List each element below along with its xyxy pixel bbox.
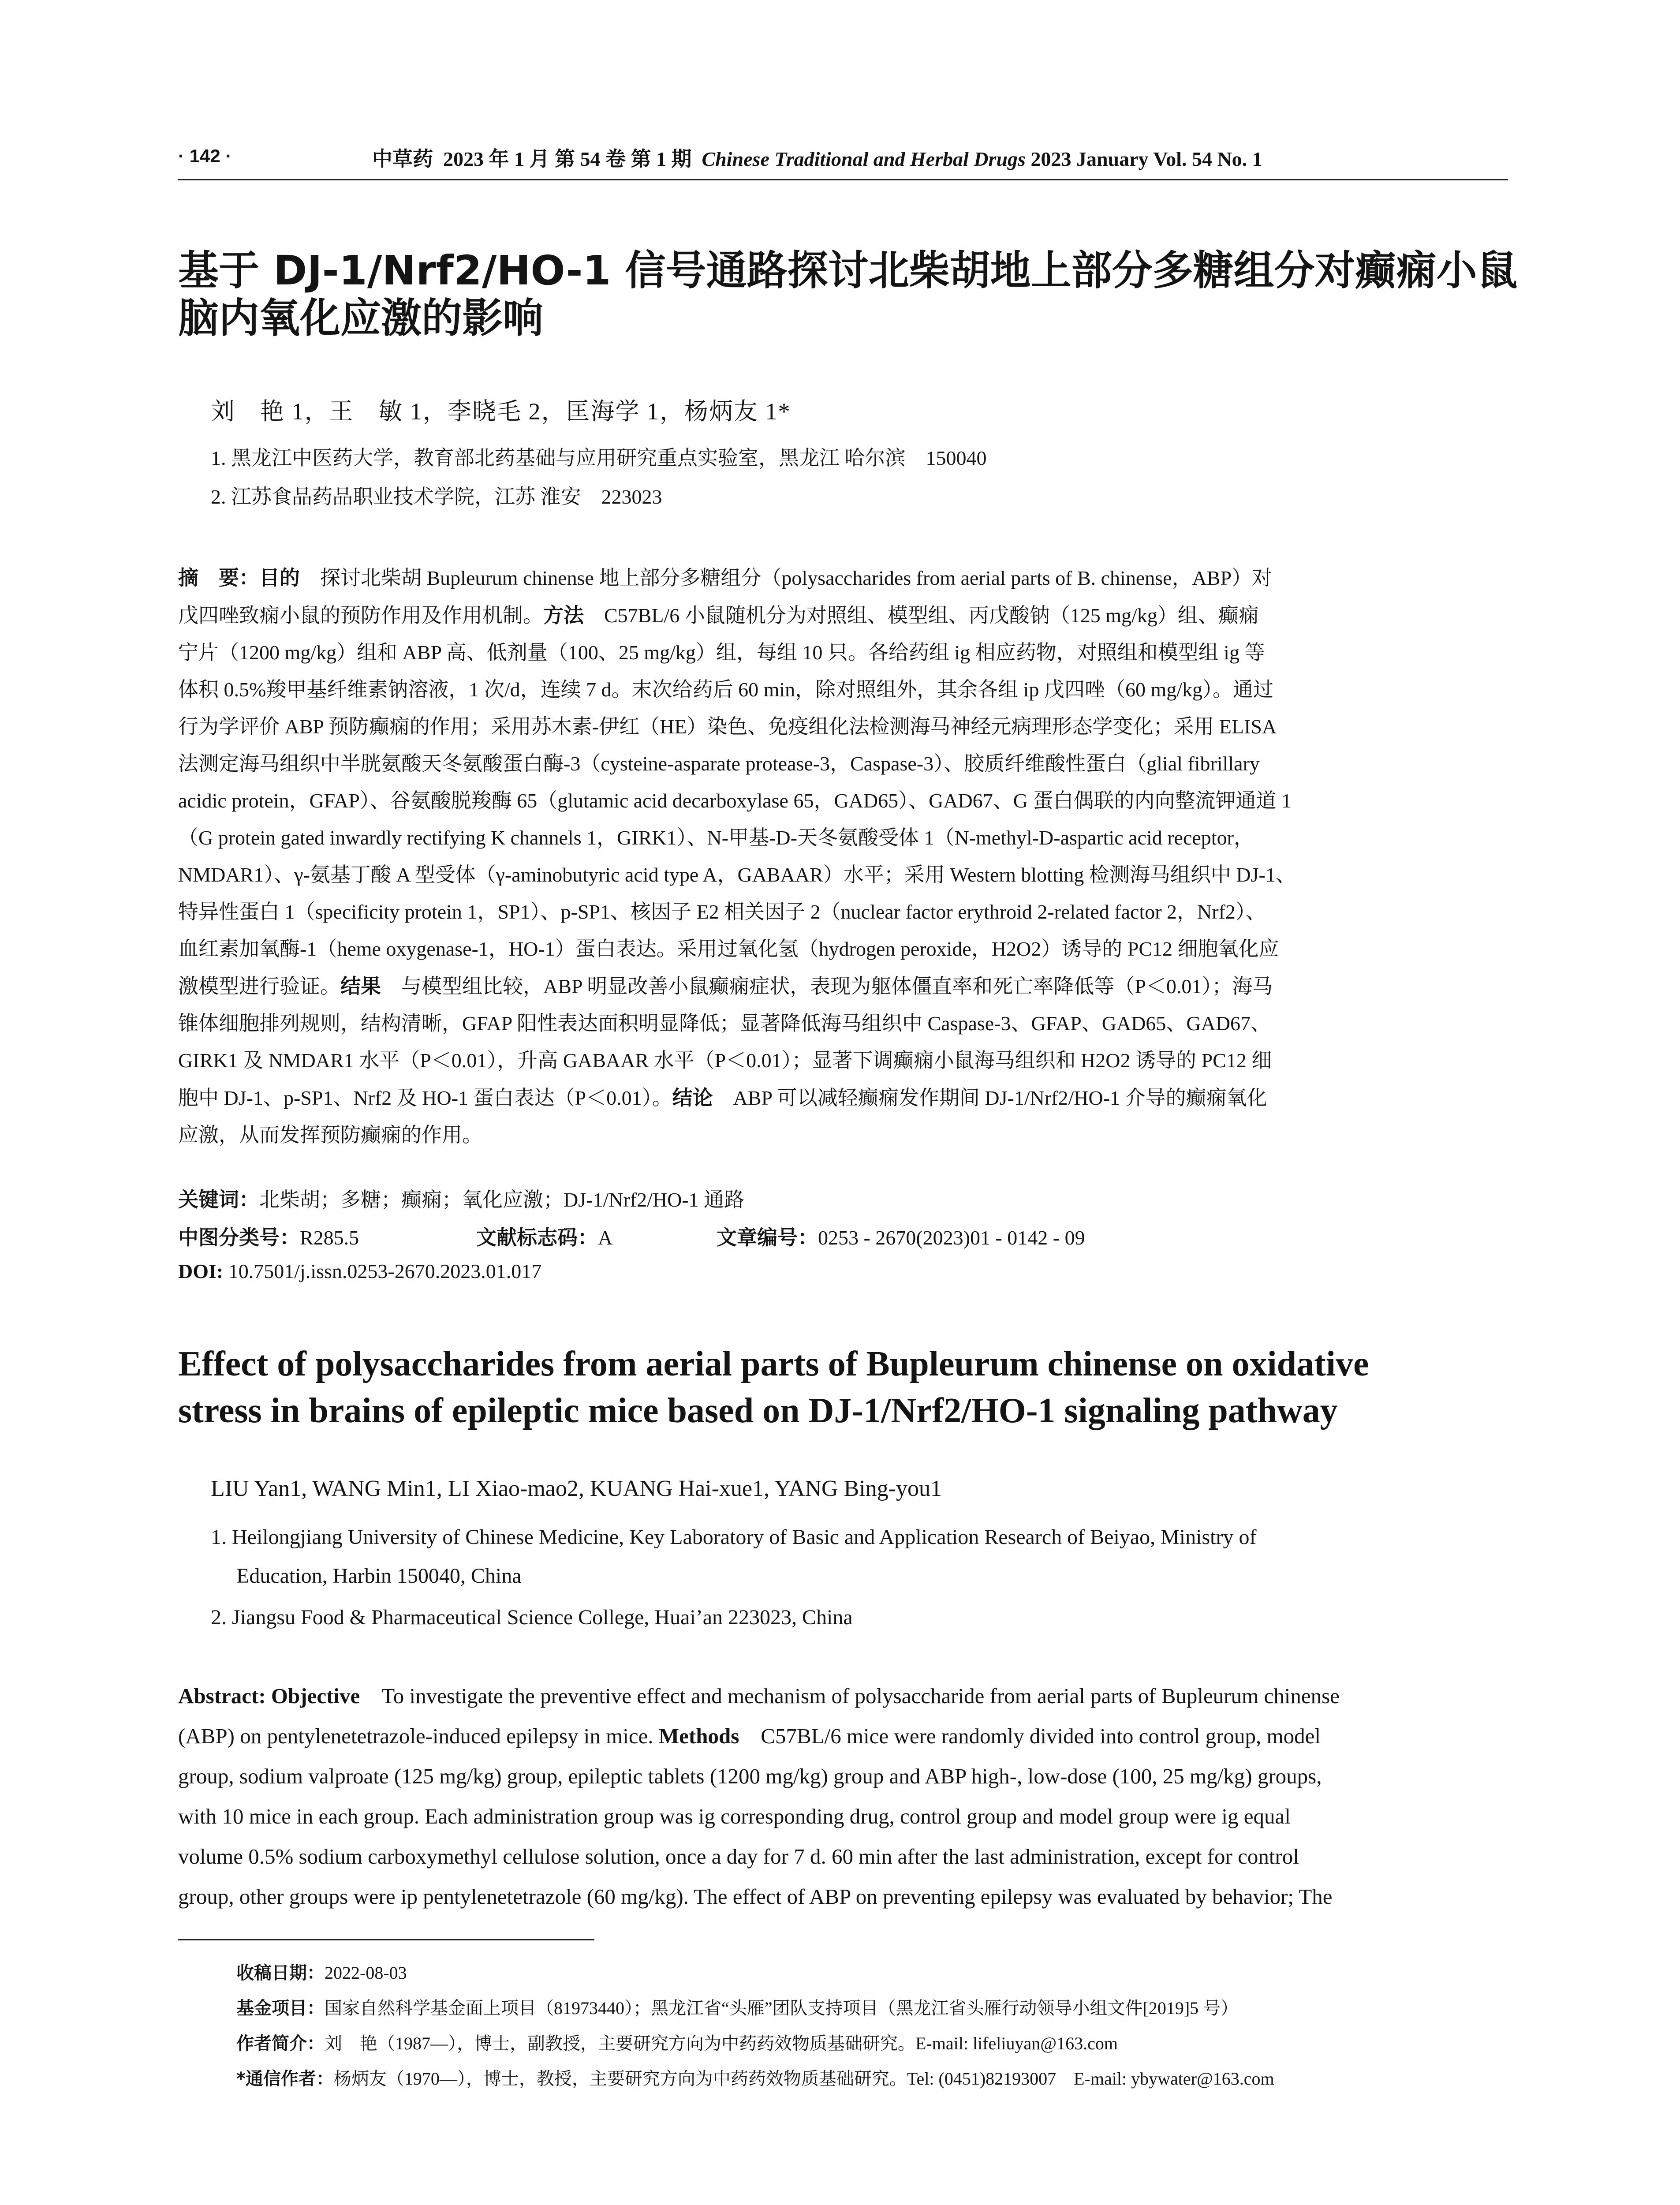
en-affiliation-1: 1. Heilongjiang University of Chinese Medicine, Key Laboratory of Basic and Application Research of Beiyao, Ministry of (211, 1525, 1257, 1549)
running-header (178, 140, 1508, 180)
cn-abstract-line: 锥体细胞排列规则，结构清晰，GFAP 阳性表达面积明显降低；显著降低海马组织中 Caspase-3、GFAP、GAD65、GAD67、 (178, 1012, 1271, 1035)
cn-title (178, 247, 1519, 342)
fund-label: 基金项目： (236, 1998, 325, 2018)
abstract-objective-label-en: Abstract: Objective (178, 1684, 360, 1708)
keywords-value: 北柴胡；多糖；癫痫；氧化应激；DJ-1/Nrf2/HO-1 通路 (259, 1188, 745, 1211)
cn-keywords (178, 1184, 744, 1213)
journal-name-cn: 中草药 (372, 148, 433, 170)
doi-label: DOI: (178, 1260, 224, 1282)
received-value: 2022-08-03 (325, 1963, 407, 1983)
abstract-text: 与模型组比较，ABP 明显改善小鼠癫痫症状，表现为躯体僵直率和死亡率降低等（P＜0.01）；海马 (381, 975, 1273, 998)
en-title (178, 1341, 1519, 1434)
cn-abstract-line: 血红素加氧酶-1（heme oxygenase-1，HO-1）蛋白表达。采用过氧化氢（hydrogen peroxide，H2O2）诱导的 PC12 细胞氧化应 (178, 938, 1279, 960)
clc-label: 中图分类号： (178, 1226, 300, 1249)
abstract-text: 激模型进行验证。 (178, 975, 340, 998)
footnote-rule (178, 1939, 594, 1940)
author-value: 刘 艳（1987—），博士，副教授，主要研究方向为中药药效物质基础研究。E-mail: lifeliuyan@163.com (325, 2033, 1118, 2053)
cn-abstract-line: acidic protein，GFAP）、谷氨酸脱羧酶 65（glutamic acid decarboxylase 65，GAD65）、GAD67、G 蛋白偶联的内向整流钾通道 1 (178, 789, 1292, 812)
footnote-fund (236, 1994, 1238, 2019)
cn-affiliation-1: 1. 黑龙江中医药大学，教育部北药基础与应用研究重点实验室，黑龙江 哈尔滨 150040 (211, 447, 987, 469)
clc-value: R285.5 (300, 1226, 359, 1249)
methods-label-en: Methods (658, 1724, 739, 1748)
doc-code-value: A (598, 1226, 613, 1249)
cn-doc-code (476, 1222, 612, 1251)
cn-abstract-line: 应激，从而发挥预防癫痫的作用。 (178, 1124, 482, 1146)
results-label-cn: 结果 (340, 974, 381, 998)
doc-code-label: 文献标志码： (476, 1226, 598, 1249)
cn-abstract-line: 特异性蛋白 1（specificity protein 1，SP1）、p-SP1、核因子 E2 相关因子 2（nuclear factor erythroid 2-related factor 2，Nrf2）、 (178, 901, 1266, 923)
cn-authors: 刘 艳 1，王 敏 1，李晓毛 2，匡海学 1，杨炳友 1* (211, 398, 791, 425)
cn-abstract-line (178, 597, 1508, 634)
abstract-text: 胞中 DJ-1、p-SP1、Nrf2 及 HO-1 蛋白表达（P＜0.01）。 (178, 1087, 672, 1109)
cn-abstract-line: 体积 0.5%羧甲基纤维素钠溶液，1 次/d，连续 7 d。末次给药后 60 min，除对照组外，其余各组 ip 戊四唑（60 mg/kg）。通过 (178, 678, 1273, 701)
cn-title-line-1: 基于 DJ-1/Nrf2/HO-1 信号通路探讨北柴胡地上部分多糖组分对癫痫小鼠 (178, 247, 1518, 294)
cn-doi (178, 1259, 541, 1283)
cn-title-line-2: 脑内氧化应激的影响 (178, 295, 544, 342)
en-affiliation-2: 2. Jiangsu Food & Pharmaceutical Science College, Huai’an 223023, China (211, 1606, 853, 1629)
abstract-text: ABP 可以减轻癫痫发作期间 DJ-1/Nrf2/HO-1 介导的癫痫氧化 (713, 1087, 1267, 1109)
received-label: 收稿日期： (236, 1963, 325, 1983)
abstract-text: 戊四唑致痫小鼠的预防作用及作用机制。 (178, 604, 543, 627)
abstract-text: C57BL/6 mice were randomly divided into control group, model (739, 1724, 1321, 1748)
abstract-text: To investigate the preventive effect and mechanism of polysaccharide from aerial parts of Bupleurum chinense (360, 1684, 1340, 1708)
footnote-author (236, 2029, 1118, 2055)
abstract-label-cn: 摘 要： (178, 566, 259, 590)
en-title-line-2: stress in brains of epileptic mice based on DJ-1/Nrf2/HO-1 signaling pathway (178, 1391, 1338, 1430)
journal-name-en: Chinese Traditional and Herbal Drugs (702, 148, 1026, 170)
cn-abstract-line (178, 559, 1508, 597)
cn-abstract-line: 法测定海马组织中半胱氨酸天冬氨酸蛋白酶-3（cysteine-asparate protease-3，Caspase-3）、胶质纤维酸性蛋白（glial fibrillary (178, 752, 1260, 775)
header-rule (178, 179, 1508, 180)
en-authors: LIU Yan1, WANG Min1, LI Xiao-mao2, KUANG Hai-xue1, YANG Bing-you1 (211, 1476, 942, 1501)
article-number-label: 文章编号： (717, 1226, 818, 1249)
cn-abstract-line (178, 968, 1508, 1005)
issue-cn: 2023 年 1 月 第 54 卷 第 1 期 (443, 148, 692, 170)
en-abstract-line (178, 1676, 1508, 1716)
corresponding-value: 杨炳友（1970—），博士，教授，主要研究方向为中药药效物质基础研究。Tel: (0451)82193007 E-mail: ybywater@163.com (333, 2069, 1274, 2089)
footnote-received (236, 1959, 407, 1984)
cn-abstract-line: GIRK1 及 NMDAR1 水平（P＜0.01），升高 GABAAR 水平（P＜0.01）；显著下调癫痫小鼠海马组织和 H2O2 诱导的 PC12 细 (178, 1049, 1272, 1072)
issue-en: 2023 January Vol. 54 No. 1 (1030, 148, 1262, 170)
corresponding-label: *通信作者： (236, 2069, 334, 2089)
methods-label-cn: 方法 (543, 603, 584, 627)
en-abstract-line: group, sodium valproate (125 mg/kg) group, epileptic tablets (1200 mg/kg) group and ABP high-, low-dose (100, 25 mg/kg) groups, (178, 1764, 1322, 1788)
footnote-corresponding (236, 2065, 1274, 2090)
cn-article-number (717, 1222, 1085, 1251)
cn-abstract-line: NMDAR1）、γ-氨基丁酸 A 型受体（γ-aminobutyric acid type A，GABAAR）水平；采用 Western blotting 检测海马组织中 DJ-1、 (178, 863, 1296, 886)
author-label: 作者简介： (236, 2033, 325, 2054)
objective-label-cn: 目的 (259, 566, 300, 590)
en-abstract (178, 1676, 1508, 1917)
en-abstract-line (178, 1716, 1508, 1756)
abstract-text: (ABP) on pentylenetetrazole-induced epilepsy in mice. (178, 1724, 659, 1748)
cn-abstract (178, 559, 1508, 1154)
doi-value: 10.7501/j.issn.0253-2670.2023.01.017 (223, 1260, 542, 1282)
en-affiliation-1-cont: Education, Harbin 150040, China (236, 1564, 522, 1588)
fund-value: 国家自然科学基金面上项目（81973440）；黑龙江省“头雁”团队支持项目（黑龙江省头雁行动领导小组文件[2019]5 号） (325, 1998, 1239, 2018)
cn-abstract-line: 宁片（1200 mg/kg）组和 ABP 高、低剂量（100、25 mg/kg）组，每组 10 只。各给药组 ig 相应药物，对照组和模型组 ig 等 (178, 641, 1265, 664)
article-number-value: 0253 - 2670(2023)01 - 0142 - 09 (818, 1226, 1085, 1249)
page-number: · 142 · (178, 146, 232, 166)
en-title-line-1: Effect of polysaccharides from aerial parts of Bupleurum chinense on oxidative (178, 1345, 1369, 1383)
abstract-text: C57BL/6 小鼠随机分为对照组、模型组、丙戊酸钠（125 mg/kg）组、癫痫 (584, 604, 1259, 627)
cn-abstract-line (178, 1079, 1508, 1117)
en-abstract-line: volume 0.5% sodium carboxymethyl cellulose solution, once a day for 7 d. 60 min after the last administration, except for control (178, 1844, 1299, 1869)
conclusion-label-cn: 结论 (672, 1086, 713, 1110)
en-abstract-line: with 10 mice in each group. Each administration group was ig corresponding drug, control group and model group were ig equal (178, 1804, 1291, 1828)
cn-affiliation-2: 2. 江苏食品药品职业技术学院，江苏 淮安 223023 (211, 486, 662, 508)
cn-classification (178, 1222, 359, 1251)
cn-abstract-line: 行为学评价 ABP 预防癫痫的作用；采用苏木素-伊红（HE）染色、免疫组化法检测海马神经元病理形态学变化；采用 ELISA (178, 715, 1277, 738)
cn-abstract-line: （G protein gated inwardly rectifying K channels 1，GIRK1）、N-甲基-D-天冬氨酸受体 1（N-methyl-D-aspartic acid receptor， (178, 826, 1254, 849)
journal-header-line (372, 143, 1262, 172)
abstract-text: 探讨北柴胡 Bupleurum chinense 地上部分多糖组分（polysaccharides from aerial parts of B. chinense，ABP）对 (300, 567, 1273, 589)
keywords-label: 关键词： (178, 1188, 259, 1211)
en-abstract-line: group, other groups were ip pentylenetetrazole (60 mg/kg). The effect of ABP on preventing epilepsy was evaluated by behavior; The (178, 1884, 1333, 1909)
